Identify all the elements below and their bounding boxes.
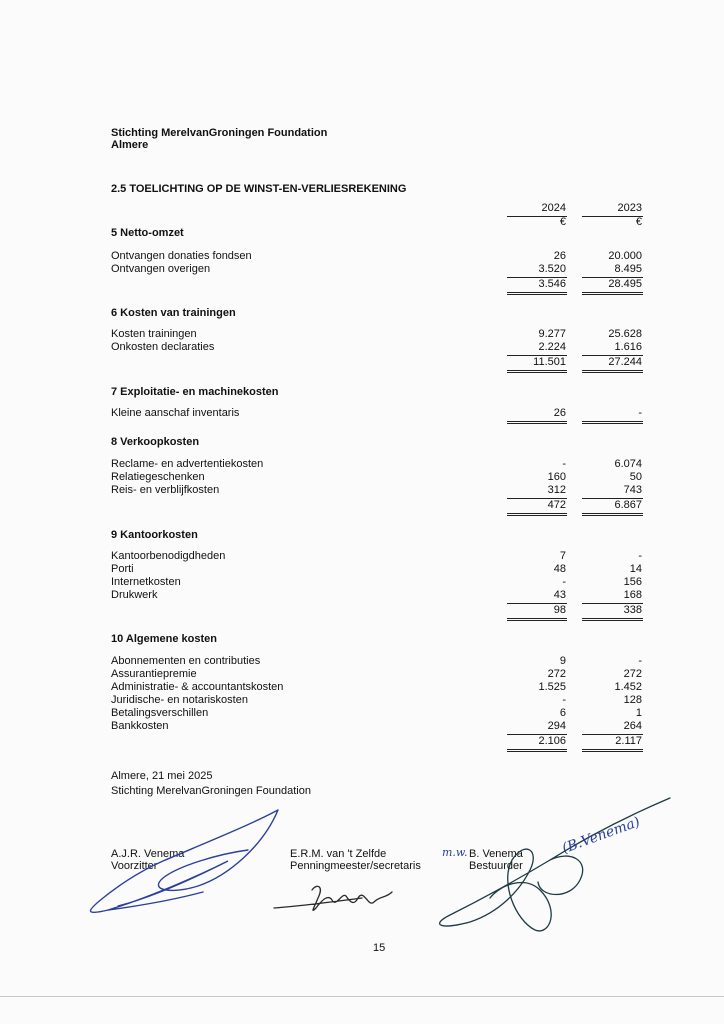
line-item-value-2023: 50 — [629, 471, 642, 483]
line-item-value-2024: 1.525 — [538, 681, 566, 693]
total-double-rule — [582, 618, 643, 619]
line-item-label: Porti — [111, 563, 134, 575]
column-year-2023: 2023 — [617, 202, 642, 214]
line-item-value-2024: - — [562, 694, 566, 706]
footer-organization: Stichting MerelvanGroningen Foundation — [111, 785, 311, 797]
line-item-value-2024: 9 — [559, 655, 566, 667]
line-item-value-2024: 48 — [553, 563, 566, 575]
section-total-2024: 2.106 — [538, 735, 566, 747]
column-currency-2024: € — [559, 216, 566, 228]
line-item-value-2023: 8.495 — [614, 263, 642, 275]
signatory-name: E.R.M. van 't Zelfde — [290, 848, 387, 860]
total-double-rule — [582, 294, 643, 295]
section-heading: 9 Kantoorkosten — [111, 529, 198, 541]
organization-city: Almere — [111, 139, 149, 151]
line-item-value-2023: 743 — [623, 484, 642, 496]
column-header-rule — [507, 216, 567, 217]
line-item-value-2024: - — [562, 458, 566, 470]
section-total-2023: 28.495 — [608, 278, 642, 290]
place-and-date: Almere, 21 mei 2025 — [111, 770, 213, 782]
line-item-value-2024: 2.224 — [538, 341, 566, 353]
line-item-value-2024: 43 — [553, 589, 566, 601]
total-double-rule — [582, 751, 643, 752]
total-double-rule — [507, 423, 567, 424]
signature-b-venema — [420, 790, 680, 940]
section-total-2023: 6.867 — [614, 499, 642, 511]
line-item-value-2023: - — [638, 407, 642, 419]
line-item-value-2024: 26 — [553, 407, 566, 419]
line-item-value-2023: 25.628 — [608, 328, 642, 340]
section-heading: 6 Kosten van trainingen — [111, 307, 236, 319]
line-item-value-2024: 312 — [547, 484, 566, 496]
line-item-value-2023: 264 — [623, 720, 642, 732]
total-double-rule — [582, 620, 643, 621]
total-double-rule — [507, 620, 567, 621]
line-item-value-2023: 14 — [629, 563, 642, 575]
line-item-value-2023: 128 — [623, 694, 642, 706]
total-double-rule — [507, 370, 567, 371]
line-item-label: Kosten trainingen — [111, 328, 197, 340]
total-double-rule — [582, 513, 643, 514]
line-item-value-2023: 1.616 — [614, 341, 642, 353]
line-item-value-2024: - — [562, 576, 566, 588]
line-item-label: Betalingsverschillen — [111, 707, 209, 719]
total-double-rule — [507, 294, 567, 295]
section-total-2024: 472 — [547, 499, 566, 511]
total-double-rule — [507, 749, 567, 750]
line-item-value-2024: 7 — [559, 550, 566, 562]
total-double-rule — [507, 292, 567, 293]
section-total-2023: 338 — [623, 604, 642, 616]
section-heading: 7 Exploitatie- en machinekosten — [111, 386, 279, 398]
total-double-rule — [582, 515, 643, 516]
total-double-rule — [582, 749, 643, 750]
line-item-value-2024: 6 — [559, 707, 566, 719]
column-header-rule — [582, 216, 643, 217]
signatory-role: Bestuurder — [469, 860, 523, 872]
line-item-label: Internetkosten — [111, 576, 181, 588]
line-item-value-2023: 20.000 — [608, 250, 642, 262]
handwritten-prefix: m.w. — [442, 846, 468, 859]
line-item-value-2023: 272 — [623, 668, 642, 680]
section-heading: 10 Algemene kosten — [111, 633, 217, 645]
line-item-value-2023: 1 — [635, 707, 642, 719]
organization-name: Stichting MerelvanGroningen Foundation — [111, 127, 328, 139]
page-edge-line — [0, 996, 724, 997]
line-item-label: Abonnementen en contributies — [111, 655, 261, 667]
section-title: 2.5 TOELICHTING OP DE WINST-EN-VERLIESREKENING — [111, 183, 407, 195]
column-year-2024: 2024 — [541, 202, 566, 214]
line-item-value-2024: 9.277 — [538, 328, 566, 340]
section-total-2023: 2.117 — [615, 735, 642, 747]
line-item-value-2023: 6.074 — [614, 458, 642, 470]
section-total-2024: 3.546 — [538, 278, 566, 290]
section-total-2023: 27.244 — [608, 356, 642, 368]
line-item-label: Reis- en verblijfkosten — [111, 484, 220, 496]
signatory-name: A.J.R. Venema — [111, 848, 185, 860]
line-item-label: Relatiegeschenken — [111, 471, 205, 483]
total-double-rule — [507, 618, 567, 619]
line-item-value-2024: 3.520 — [538, 263, 566, 275]
line-item-value-2024: 160 — [547, 471, 566, 483]
handwritten-annotation: (B.Venema) — [560, 814, 643, 858]
total-double-rule — [582, 292, 643, 293]
section-total-2024: 98 — [553, 604, 566, 616]
line-item-label: Administratie- & accountantskosten — [111, 681, 284, 693]
line-item-value-2024: 26 — [553, 250, 566, 262]
total-double-rule — [507, 421, 567, 422]
signatory-role: Penningmeester/secretaris — [290, 860, 421, 872]
line-item-label: Bankkosten — [111, 720, 169, 732]
signatory-role: Voorzitter — [111, 860, 158, 872]
line-item-label: Juridische- en notariskosten — [111, 694, 248, 706]
line-item-value-2023: 156 — [623, 576, 642, 588]
line-item-label: Assurantiepremie — [111, 668, 197, 680]
line-item-label: Drukwerk — [111, 589, 158, 601]
total-double-rule — [507, 515, 567, 516]
line-item-value-2024: 272 — [547, 668, 566, 680]
page-number: 15 — [373, 942, 386, 954]
line-item-label: Ontvangen donaties fondsen — [111, 250, 252, 262]
line-item-label: Onkosten declaraties — [111, 341, 215, 353]
signatory-name: B. Venema — [469, 848, 523, 860]
total-double-rule — [582, 423, 643, 424]
signature-van-t-zelfde — [272, 878, 402, 918]
section-heading: 8 Verkoopkosten — [111, 436, 200, 448]
total-double-rule — [582, 372, 643, 373]
line-item-value-2023: - — [638, 655, 642, 667]
line-item-value-2024: 294 — [547, 720, 566, 732]
line-item-label: Kleine aanschaf inventaris — [111, 407, 240, 419]
line-item-value-2023: 1.452 — [614, 681, 642, 693]
total-double-rule — [507, 372, 567, 373]
line-item-label: Ontvangen overigen — [111, 263, 211, 275]
total-double-rule — [582, 370, 643, 371]
total-double-rule — [507, 751, 567, 752]
section-heading: 5 Netto-omzet — [111, 227, 184, 239]
column-currency-2023: € — [635, 216, 642, 228]
line-item-value-2023: 168 — [623, 589, 642, 601]
total-double-rule — [507, 513, 567, 514]
signature-venema-chair — [78, 806, 288, 921]
total-double-rule — [582, 421, 643, 422]
line-item-label: Reclame- en advertentiekosten — [111, 458, 264, 470]
line-item-value-2023: - — [638, 550, 642, 562]
section-total-2024: 11.501 — [533, 356, 566, 368]
line-item-label: Kantoorbenodigdheden — [111, 550, 226, 562]
